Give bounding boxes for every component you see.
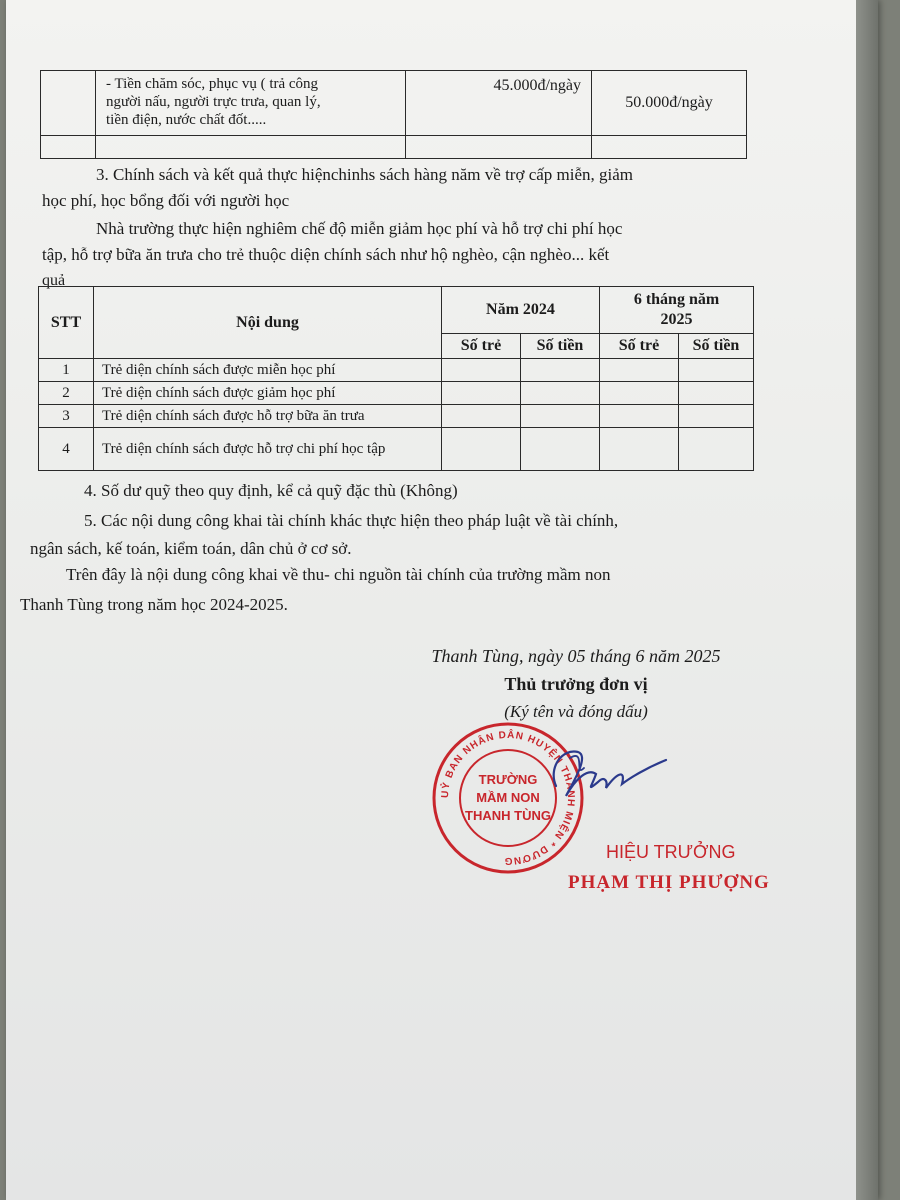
page-edge-shadow xyxy=(856,0,878,1200)
fee-2024-cell: 45.000đ/ngày xyxy=(406,71,592,136)
section3-heading-line1: 3. Chính sách và kết quả thực hiệnchinhs sách hàng năm về trợ cấp miễn, giảm xyxy=(96,165,634,184)
table-row: 3 Trẻ diện chính sách được hỗ trợ bữa ăn trưa xyxy=(39,405,754,428)
col-content-header: Nội dung xyxy=(94,287,442,359)
section3-heading-line2: học phí, học bổng đối với người học xyxy=(42,191,290,210)
sub-children-header: Số trẻ xyxy=(600,334,679,359)
closing-line2: Thanh Tùng trong năm học 2024-2025. xyxy=(20,595,288,614)
col-year1-header: Năm 2024 xyxy=(442,287,600,334)
table-row: 4 Trẻ diện chính sách được hỗ trợ chi phí học tập xyxy=(39,428,754,471)
fee-table xyxy=(40,70,747,159)
closing-line1: Trên đây là nội dung công khai về thu- chi nguồn tài chính của trường mầm non xyxy=(66,565,611,584)
table-row: 1 Trẻ diện chính sách được miễn học phí xyxy=(39,359,754,382)
head-title: Thủ trưởng đơn vị xyxy=(504,674,648,694)
stamp-line1: TRƯỜNG xyxy=(478,772,538,787)
table-header-row xyxy=(39,287,754,334)
col-year2-header: 6 tháng năm 2025 xyxy=(600,287,754,334)
sub-money-header: Số tiền xyxy=(679,334,754,359)
stamp-line3: THANH TÙNG xyxy=(465,808,551,823)
signer-name: PHẠM THỊ PHƯỢNG xyxy=(568,872,770,893)
place-date: Thanh Tùng, ngày 05 tháng 6 năm 2025 xyxy=(431,646,721,666)
table-row: 2 Trẻ diện chính sách được giảm học phí xyxy=(39,382,754,405)
sign-note: (Ký tên và đóng dấu) xyxy=(504,702,648,721)
sub-children-header: Số trẻ xyxy=(442,334,521,359)
fee-item-cell: - Tiền chăm sóc, phục vụ ( trả công người nấu, người trực trưa, quan lý, tiền điện, nước chất đốt..... xyxy=(96,71,406,136)
fee-2025-cell: 50.000đ/ngày xyxy=(592,71,747,136)
section3-body-line1: Nhà trường thực hiện nghiêm chế độ miễn giảm học phí và hỗ trợ chi phí học xyxy=(96,219,623,238)
sub-money-header: Số tiền xyxy=(521,334,600,359)
stamp-ring-text: UỶ BAN NHÂN DÂN HUYỆN THANH MIỆN * DƯƠNG xyxy=(439,729,577,867)
stamp-line2: MẦM NON xyxy=(476,790,540,805)
document-page xyxy=(6,0,878,1200)
handwritten-signature xyxy=(526,738,676,808)
table-row xyxy=(41,71,747,136)
position-title: HIỆU TRƯỞNG xyxy=(606,842,736,862)
col-stt-header: STT xyxy=(39,287,94,359)
section4-text: 4. Số dư quỹ theo quy định, kể cả quỹ đặc thù (Không) xyxy=(84,481,458,500)
section5-line2: ngân sách, kế toán, kiểm toán, dân chủ ở cơ sở. xyxy=(30,539,352,558)
section5-line1: 5. Các nội dung công khai tài chính khác thực hiện theo pháp luật về tài chính, xyxy=(84,511,619,530)
table-row xyxy=(41,136,747,159)
policy-table xyxy=(38,286,754,471)
section3-body-line2: tập, hỗ trợ bữa ăn trưa cho trẻ thuộc diện chính sách như hộ nghèo, cận nghèo... kết xyxy=(42,245,610,264)
section3-body-line3: quả xyxy=(42,272,66,289)
